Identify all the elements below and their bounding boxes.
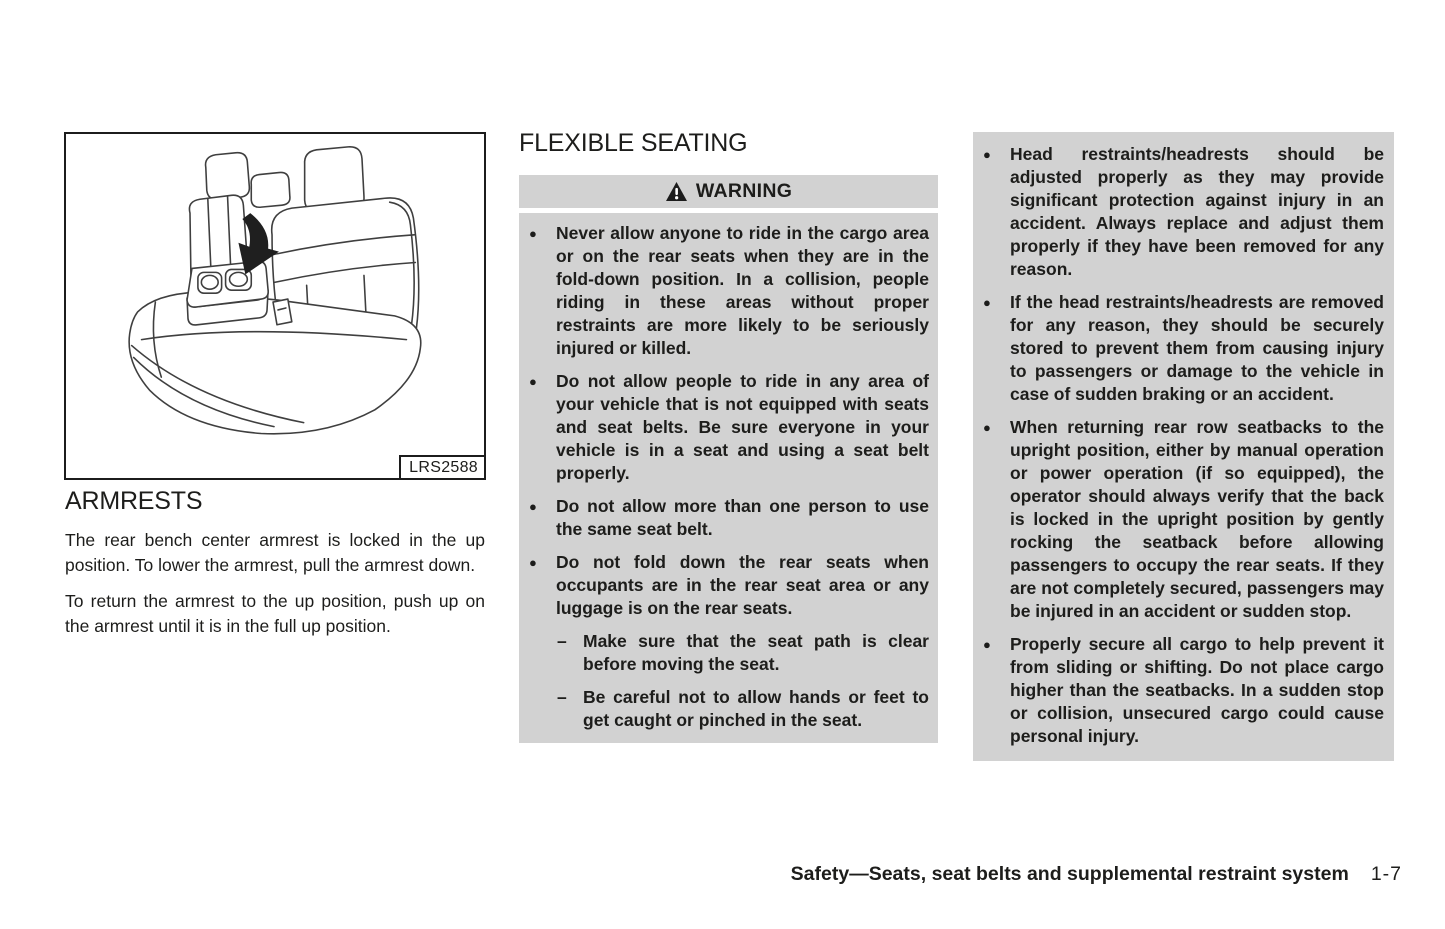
warning-panel-middle xyxy=(519,213,938,743)
warning-item xyxy=(981,633,1384,748)
bullet-marker: ● xyxy=(983,637,991,652)
bullet-marker: ● xyxy=(983,295,991,310)
section-heading-armrests: ARMRESTS xyxy=(65,487,203,515)
warning-item xyxy=(527,495,929,541)
warning-item xyxy=(527,370,929,485)
dash-marker: – xyxy=(557,631,567,651)
section-heading-flexible-seating: FLEXIBLE SEATING xyxy=(519,129,748,157)
armrests-paragraph-1: The rear bench center armrest is locked in the up position. To lower the armrest, pull the armrest down. xyxy=(65,530,485,575)
bullet-marker: ● xyxy=(529,499,537,514)
warning-item-text: Do not fold down the rear seats when occupants are in the rear seat area or any luggage is on the rear seats. xyxy=(556,552,929,618)
warning-title: WARNING xyxy=(695,180,793,202)
figure-armrest-illustration xyxy=(64,132,486,480)
warning-item xyxy=(981,291,1384,406)
warning-item xyxy=(527,222,929,360)
bullet-marker: ● xyxy=(983,420,991,435)
warning-item xyxy=(527,551,929,620)
warning-item xyxy=(981,143,1384,281)
warning-item-text: Properly secure all cargo to help prevent it from sliding or shifting. Do not place cargo higher than the seatbacks. In a sudden stop or collision, unsecured cargo could cause personal injury. xyxy=(1010,634,1384,746)
rear-seat-line-art xyxy=(66,134,484,478)
warning-item-text: Head restraints/headrests should be adjusted properly as they may provide significant protection against injury in an accident. Always replace and adjust them properly if they have been removed for any reason. xyxy=(1010,144,1384,279)
dash-marker: – xyxy=(557,687,567,707)
warning-item-text: Do not allow people to ride in any area of your vehicle that is not equipped with seats and seat belts. Be sure everyone in your vehicle is in a seat and using a seat belt properly. xyxy=(556,371,929,483)
bullet-marker: ● xyxy=(983,147,991,162)
warning-item-text: Make sure that the seat path is clear before moving the seat. xyxy=(583,631,929,674)
page-footer xyxy=(791,862,1402,886)
warning-item-text: Do not allow more than one person to use the same seat belt. xyxy=(556,496,929,539)
warning-header xyxy=(519,175,938,208)
footer-section-title: Safety—Seats, seat belts and supplemental restraint system xyxy=(790,863,1349,885)
bullet-marker: ● xyxy=(529,226,537,241)
warning-item-text: If the head restraints/headrests are removed for any reason, they should be securely stored to prevent them from causing injury to passengers or damage to the vehicle in case of sudden braking or an accident. xyxy=(1010,292,1384,404)
armrests-paragraph-2: To return the armrest to the up position, push up on the armrest until it is in the full up position. xyxy=(65,591,485,636)
warning-item-text: Be careful not to allow hands or feet to get caught or pinched in the seat. xyxy=(583,687,929,730)
warning-item-text: Never allow anyone to ride in the cargo area or on the rear seats when they are in the fold-down position. In a collision, people riding in these areas without proper restraints are more likely to be seriously injured or killed. xyxy=(556,223,929,358)
warning-panel-right xyxy=(973,132,1394,761)
figure-label: LRS2588 xyxy=(399,455,484,478)
armrests-body xyxy=(65,528,485,639)
warning-triangle-icon xyxy=(665,181,688,202)
footer-page-number: 1-7 xyxy=(1370,863,1402,885)
warning-item xyxy=(981,416,1384,623)
bullet-marker: ● xyxy=(529,374,537,389)
warning-item-text: When returning rear row seatbacks to the upright position, either by manual operation or power operation (if so equipped), the operator should always verify that the back is locked in the upright position by gently rocking the seatback before allowing passengers to occupy the rear seats. If they are not completely secured, passengers may be injured in an accident or sudden stop. xyxy=(1010,417,1384,621)
warning-subitem xyxy=(555,686,929,732)
bullet-marker: ● xyxy=(529,555,537,570)
warning-subitem xyxy=(555,630,929,676)
